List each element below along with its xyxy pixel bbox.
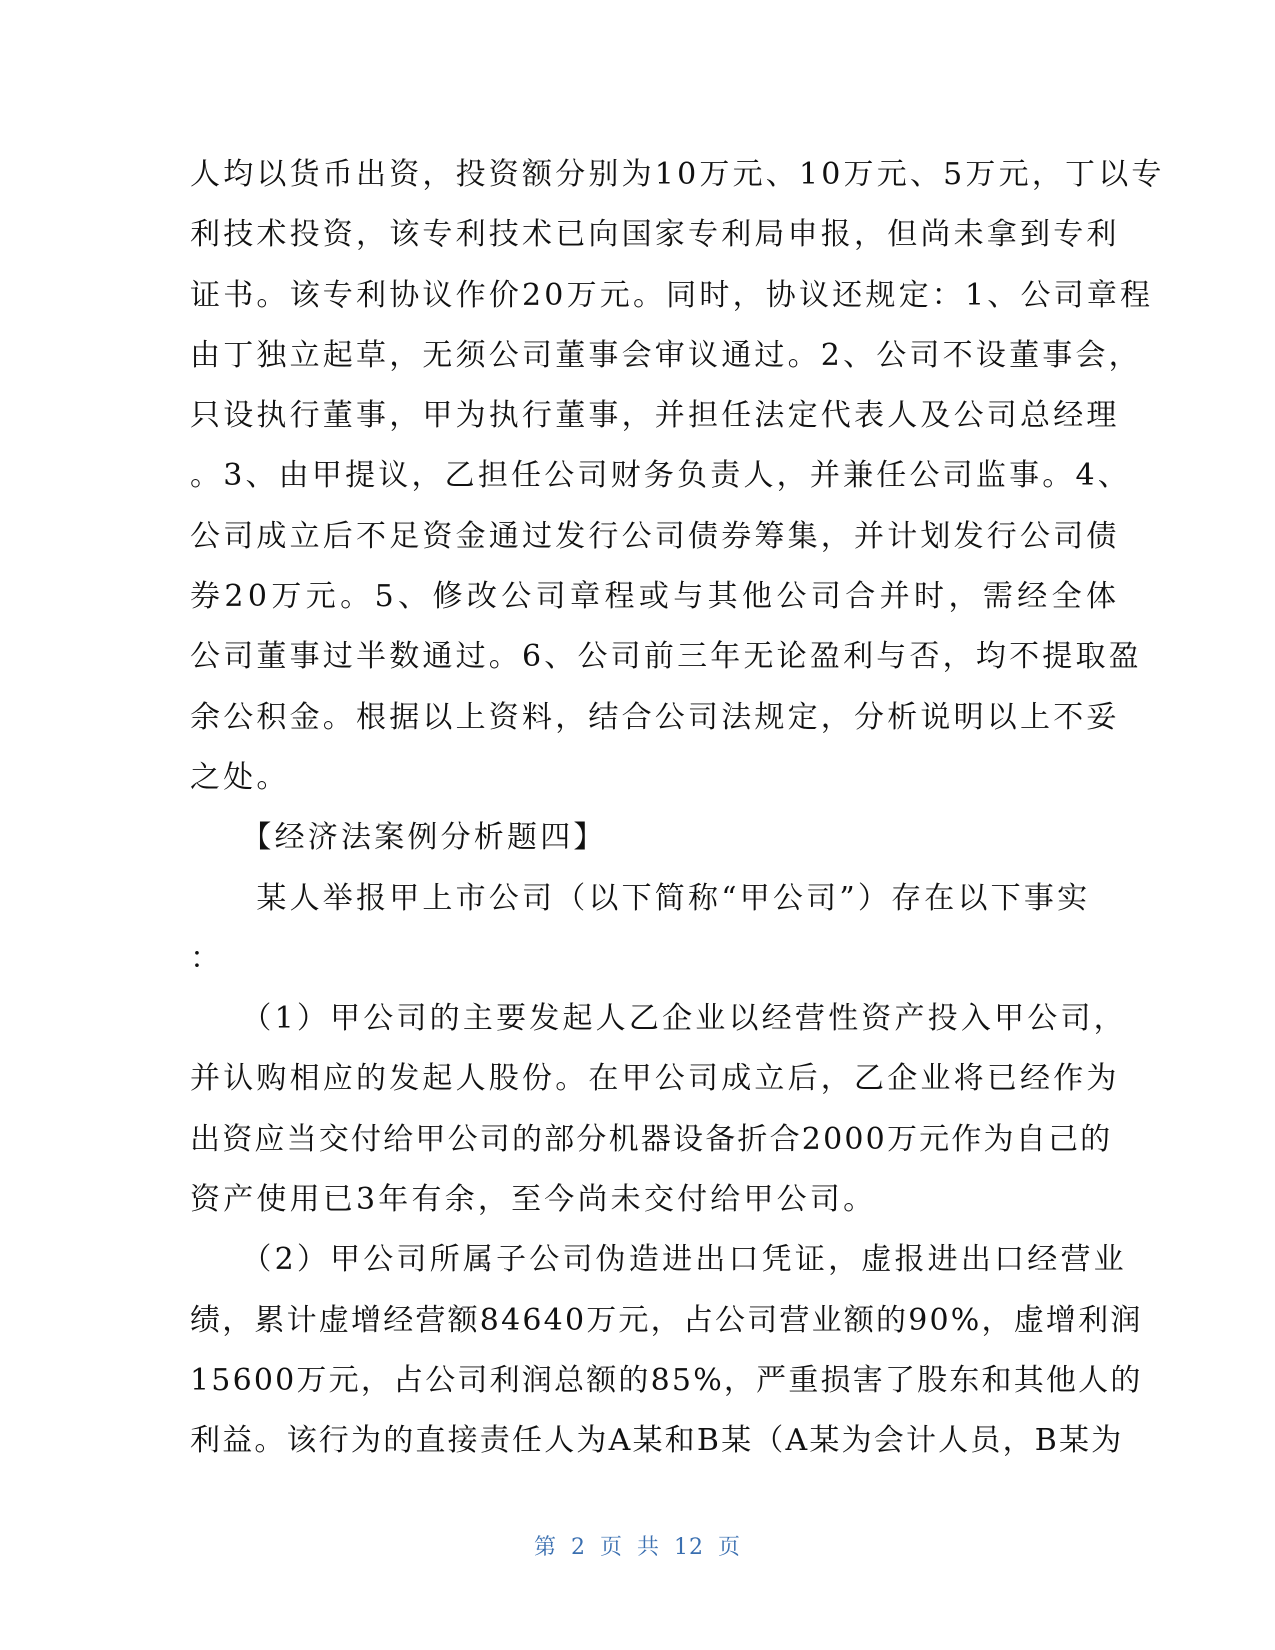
section-heading: 【经济法案例分析题四】 <box>190 820 607 856</box>
text-line-8: 券20万元。5、修改公司章程或与其他公司合并时，需经全体 <box>190 579 1121 615</box>
footer-page-label: 第 <box>533 1535 557 1560</box>
text-line-1: 人均以货币出资，投资额分别为10万元、10万元、5万元，丁以专 <box>190 157 1165 192</box>
text-line-19: （2）甲公司所属子公司伪造进出口凭证，虚报进出口经营业 <box>190 1242 1127 1278</box>
text-line-3: 证书。该专利协议作价20万元。同时，协议还规定：1、公司章程 <box>190 277 1154 313</box>
text-line-15: （1）甲公司的主要发起人乙企业以经营性资产投入甲公司， <box>190 1001 1127 1037</box>
text-line-18: 资产使用已3年有余，至今尚未交付给甲公司。 <box>190 1182 877 1218</box>
footer-total-label: 共 <box>637 1535 661 1560</box>
text-line-6: 。3、由甲提议，乙担任公司财务负责人，并兼任公司监事。4、 <box>190 458 1131 494</box>
text-line-7: 公司成立后不足资金通过发行公司债券筹集，并计划发行公司债 <box>190 518 1120 554</box>
text-line-5: 只设执行董事，甲为执行董事，并担任法定代表人及公司总经理 <box>190 398 1120 434</box>
page-footer <box>0 1530 1275 1561</box>
text-line-22: 利益。该行为的直接责任人为A某和B某（A某为会计人员，B某为 <box>190 1423 1124 1459</box>
body-text <box>190 145 1165 1472</box>
text-line-10: 余公积金。根据以上资料，结合公司法规定，分析说明以上不妥 <box>190 699 1120 735</box>
footer-page-unit: 页 <box>599 1535 623 1560</box>
text-line-9: 公司董事过半数通过。6、公司前三年无论盈利与否，均不提取盈 <box>190 639 1142 675</box>
text-line-21: 15600万元，占公司利润总额的85%，严重损害了股东和其他人的 <box>190 1362 1143 1398</box>
footer-total-unit: 页 <box>718 1535 742 1560</box>
text-line-17: 出资应当交付给甲公司的部分机器设备折合2000万元作为自己的 <box>190 1121 1113 1157</box>
text-line-2: 利技术投资，该专利技术已向国家专利局申报，但尚未拿到专利 <box>190 217 1120 253</box>
text-line-13: 某人举报甲上市公司（以下简称“甲公司”）存在以下事实 <box>190 880 1091 916</box>
text-line-14: ： <box>190 940 224 976</box>
text-line-4: 由丁独立起草，无须公司董事会审议通过。2、公司不设董事会， <box>190 337 1142 373</box>
text-line-20: 绩，累计虚增经营额84640万元，占公司营业额的90%，虚增利润 <box>190 1302 1143 1338</box>
footer-total-pages: 12 <box>674 1535 705 1560</box>
text-line-11: 之处。 <box>190 759 290 795</box>
footer-page-number: 2 <box>570 1535 586 1560</box>
text-line-16: 并认购相应的发起人股份。在甲公司成立后，乙企业将已经作为 <box>190 1061 1120 1097</box>
